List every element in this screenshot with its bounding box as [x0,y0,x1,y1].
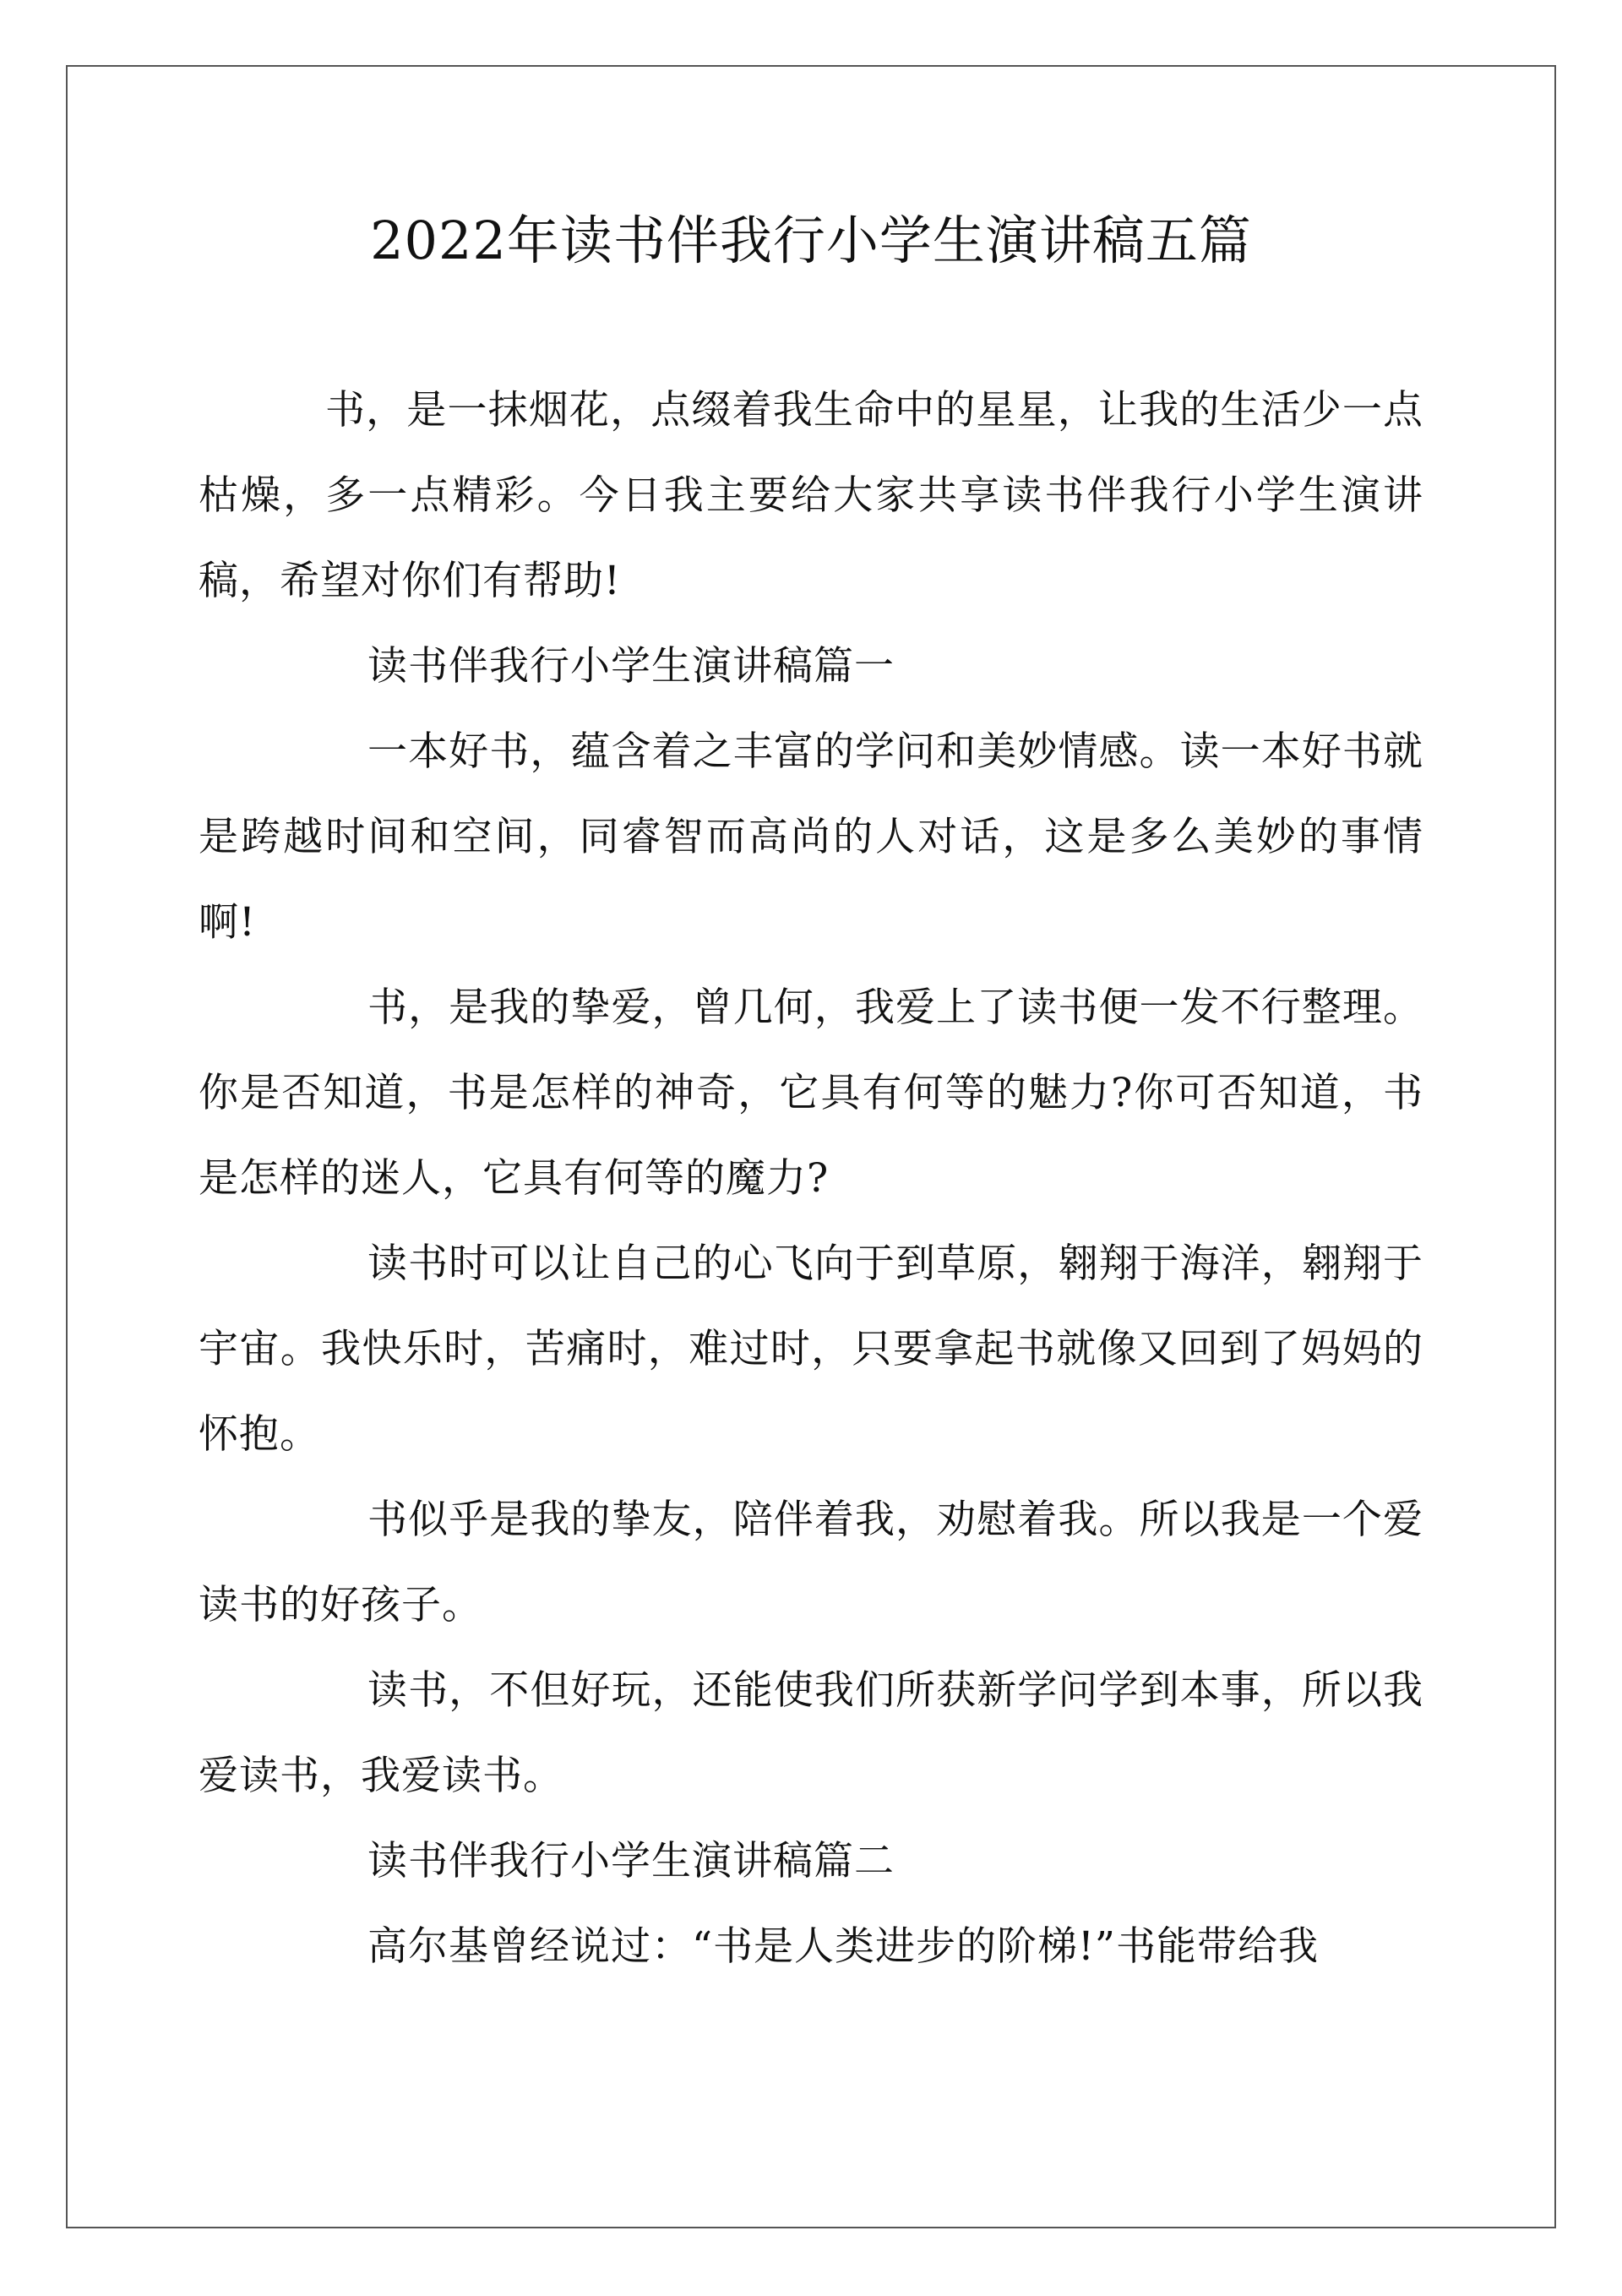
body-paragraph: 书，是我的挚爱，曾几何，我爱上了读书便一发不行整理。你是否知道，书是怎样的神奇，它具有何等的魅力?你可否知道，书是怎样的迷人，它具有何等的魔力? [199,984,1423,1202]
body-paragraph: 读书时可以让自己的心飞向于到草原，翱翔于海洋，翱翔于宇宙。我快乐时，苦痛时，难过时，只要拿起书就像又回到了妈妈的怀抱。 [199,1241,1423,1458]
intro-paragraph: 书，是一抹烟花，点缀着我生命中的星星，让我的生活少一点枯燥，多一点精彩。今日我主要给大家共享读书伴我行小学生演讲稿，希望对你们有帮助! [199,387,1423,604]
section-heading-2: 读书伴我行小学生演讲稿篇二 [367,1838,895,1884]
document-title: 2022年读书伴我行小学生演讲稿五篇 [370,210,1252,271]
body-paragraph: 高尔基曾经说过：“书是人类进步的阶梯!”书能带给我 [367,1923,1319,1970]
document-body [199,368,1423,1989]
body-paragraph: 一本好书，蕴含着之丰富的学问和美妙情感。读一本好书就是跨越时间和空间，同睿智而高尚的人对话，这是多么美妙的事情啊! [199,728,1423,946]
body-paragraph: 书似乎是我的挚友，陪伴着我，劝慰着我。所以我是一个爱读书的好孩子。 [199,1497,1423,1628]
body-paragraph: 读书，不但好玩，还能使我们所获新学问学到本事，所以我爱读书，我爱读书。 [199,1667,1423,1799]
section-heading-1: 读书伴我行小学生演讲稿篇一 [367,643,895,690]
